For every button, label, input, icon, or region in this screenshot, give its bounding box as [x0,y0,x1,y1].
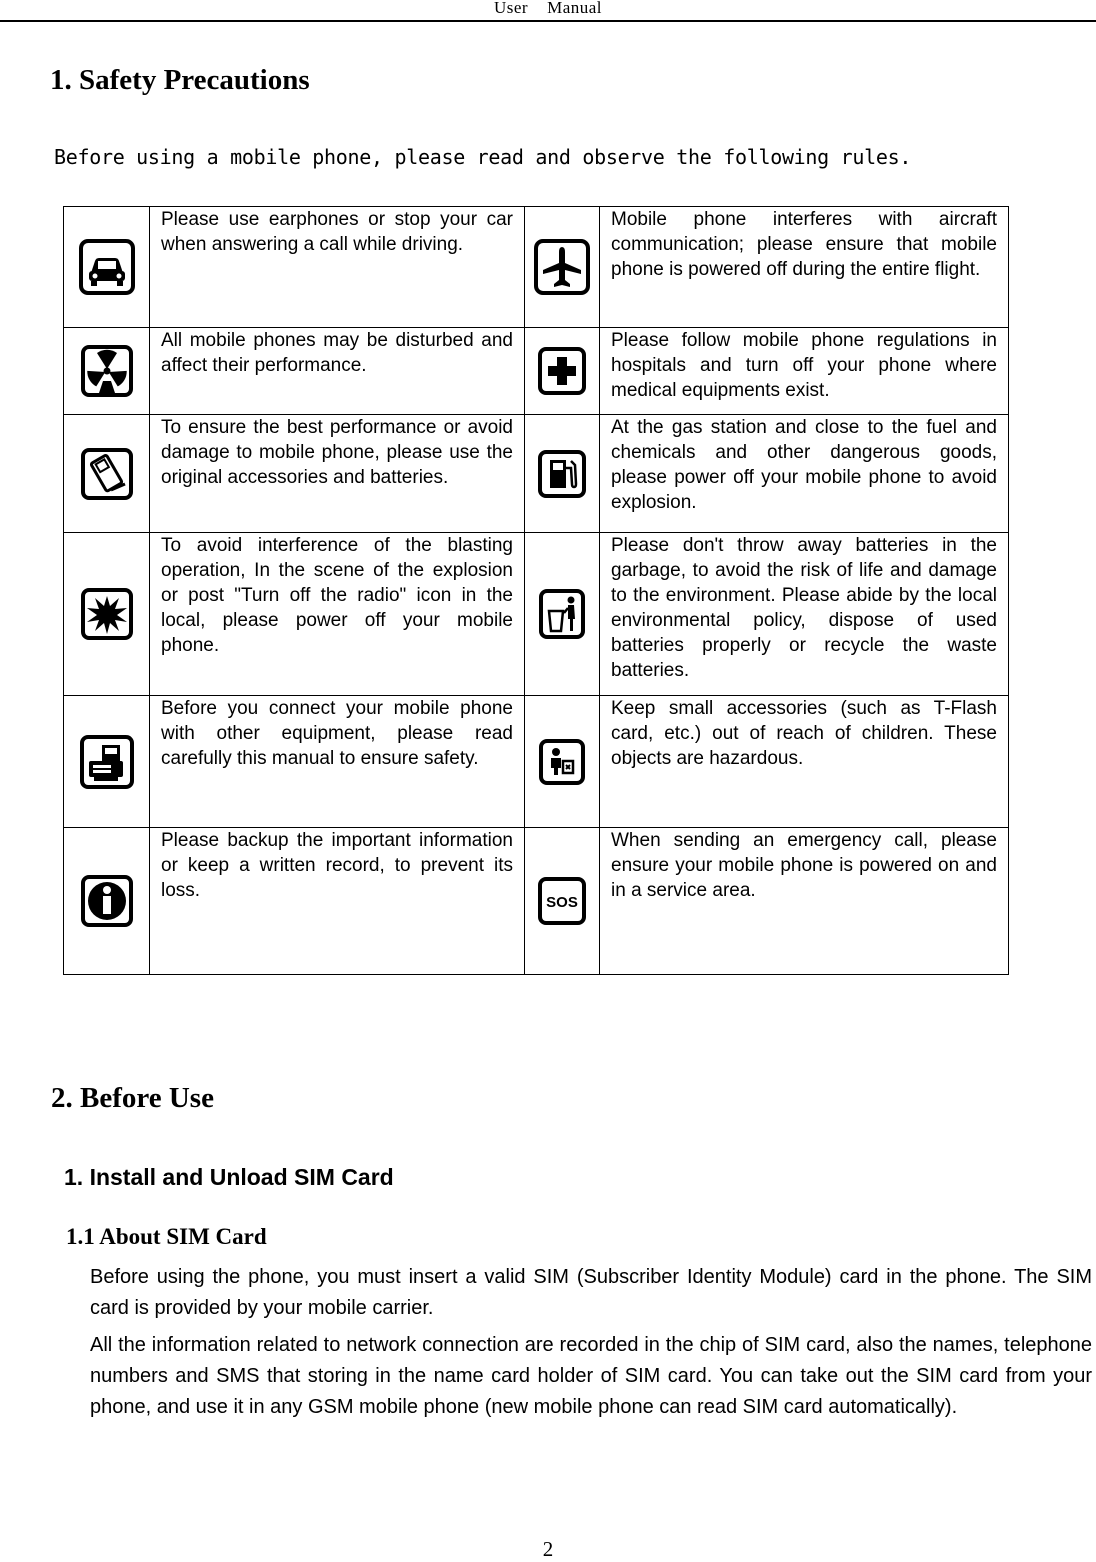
safety-text-blasting: To avoid interference of the blasting operation, In the scene of the explosion or post "Turn off the radio" icon in the local, please power off your mobile phone. [161,535,513,656]
safety-text-accessories: To ensure the best performance or avoid damage to mobile phone, please use the original accessories and batteries. [161,417,513,488]
header-rule [0,20,1096,22]
connected-device-icon [80,735,134,789]
sos-icon [538,877,586,925]
safety-text-children: Keep small accessories (such as T-Flash card, etc.) out of reach of children. These objects are hazardous. [611,698,997,769]
table-row [64,207,1009,328]
page-number: 2 [542,1537,554,1561]
safety-text-batteries: Please don't throw away batteries in the garbage, to avoid the risk of life and damage to the environment. Please abide by the local environmental policy, dispose of used batteries properly or recycle the waste batteries. [611,535,997,681]
table-row [64,328,1009,415]
safety-text-emergency: When sending an emergency call, please ensure your mobile phone is powered on and in a service area. [611,830,997,901]
safety-intro: Before using a mobile phone, please read and observe the following rules. [54,145,912,169]
battery-phone-icon [81,448,133,500]
safety-precautions-table [63,206,1009,975]
table-row [64,533,1009,696]
safety-text-backup: Please backup the important information or keep a written record, to prevent its loss. [161,830,513,901]
table-row [64,828,1009,975]
radiation-icon [81,345,133,397]
safety-text-driving: Please use earphones or stop your car when answering a call while driving. [161,209,513,255]
sim-paragraph-2: All the information related to network connection are recorded in the chip of SIM card, also the names, telephone numbers and SMS that storing in the name card holder of SIM card. You can take out the SIM card from your phone, and use it in any GSM mobile phone (new mobile phone can read SIM card automatically). [90,1334,1092,1418]
sim-paragraph-1: Before using the phone, you must insert a valid SIM (Subscriber Identity Module) card in the phone. The SIM card is provided by your mobile carrier. [90,1266,1092,1319]
safety-text-gas-station: At the gas station and close to the fuel and chemicals and other dangerous goods, please power off your mobile phone to avoid explosion. [611,417,997,513]
section-1-title: 1. Safety Precautions [50,64,310,96]
airplane-icon [534,239,590,295]
child-safety-icon [539,739,585,785]
safety-text-hospital: Please follow mobile phone regulations in hospitals and turn off your phone where medical equipments exist. [611,330,997,401]
recycle-bin-icon [539,589,585,639]
info-icon [81,875,133,927]
safety-text-interference: All mobile phones may be disturbed and affect their performance. [161,330,513,376]
section-2-title: 2. Before Use [51,1082,214,1114]
explosion-icon [81,588,133,640]
medical-cross-icon [538,347,586,395]
install-sim-heading: 1. Install and Unload SIM Card [64,1164,394,1190]
table-row [64,696,1009,828]
table-row [64,415,1009,533]
safety-text-connect: Before you connect your mobile phone with other equipment, please read carefully this manual to ensure safety. [161,698,513,769]
car-icon [79,239,135,295]
page-header-title: User Manual [493,0,603,17]
svg-text:SOS: SOS [546,894,578,911]
about-sim-heading: 1.1 About SIM Card [66,1224,267,1249]
safety-text-aircraft: Mobile phone interferes with aircraft communication; please ensure that mobile phone is powered off during the entire flight. [611,209,997,280]
fuel-pump-icon [538,450,586,498]
